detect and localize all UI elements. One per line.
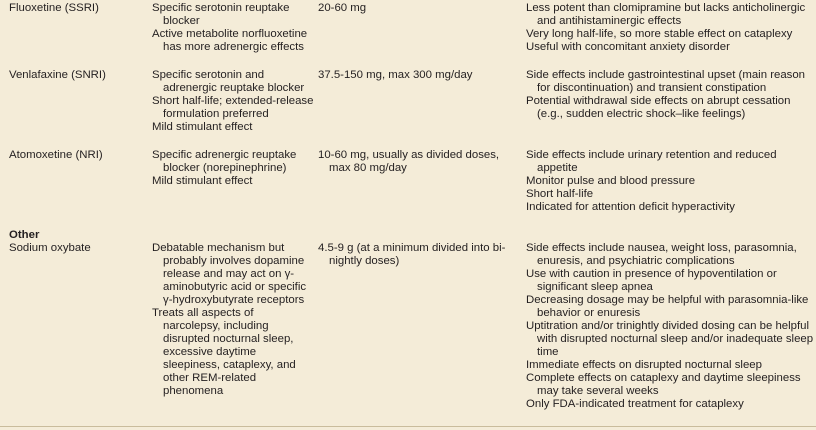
table-row-fluoxetine xyxy=(0,2,816,54)
note-line: Side effects include urinary retention and reduced appetite xyxy=(526,149,780,174)
mechanism-line: Active metabolite norfluoxetine has more adrenergic effects xyxy=(152,28,311,53)
note-line: Immediate effects on disrupted nocturnal sleep xyxy=(526,359,762,371)
mechanism-line: Short half-life; extended-release formulation preferred xyxy=(152,95,317,120)
dosage-cell xyxy=(314,2,518,54)
row-spacer xyxy=(0,54,816,69)
drug-name: Fluoxetine (SSRI) xyxy=(9,2,99,14)
mechanism-cell xyxy=(142,2,314,54)
row-spacer xyxy=(0,214,816,229)
note-line: Decreasing dosage may be helpful with parasomnia-like behavior or enuresis xyxy=(526,294,812,319)
drug-name-cell xyxy=(0,149,142,214)
table-row-sodium-oxybate xyxy=(0,242,816,411)
dosage-line: 20-60 mg xyxy=(318,2,367,14)
note-line: Less potent than clomipramine but lacks anticholinergic and antihistaminergic effects xyxy=(526,2,809,27)
note-line: Complete effects on cataplexy and daytime sleepiness may take several weeks xyxy=(526,372,804,397)
note-line: Indicated for attention deficit hyperactivity xyxy=(526,201,735,213)
table-row-venlafaxine xyxy=(0,69,816,134)
mechanism-line: Specific serotonin reuptake blocker xyxy=(152,2,293,27)
note-line: Uptitration and/or trinightly divided dosing can be helpful with disrupted nocturnal sleep and/or inadequate sleep time xyxy=(526,320,816,358)
notes-cell xyxy=(518,2,816,54)
mechanism-line: Mild stimulant effect xyxy=(152,175,253,187)
table-row-atomoxetine xyxy=(0,149,816,214)
note-line: Only FDA-indicated treatment for cataplexy xyxy=(526,398,744,410)
note-line: Potential withdrawal side effects on abrupt cessation (e.g., sudden electric shock–like feelings) xyxy=(526,95,794,120)
note-line: Useful with concomitant anxiety disorder xyxy=(526,41,730,53)
section-heading: Other xyxy=(9,229,40,241)
note-line: Side effects include gastrointestinal upset (main reason for discontinuation) and transient constipation xyxy=(526,69,809,94)
note-line: Short half-life xyxy=(526,188,594,200)
mechanism-line: Mild stimulant effect xyxy=(152,121,253,133)
dosage-cell xyxy=(314,149,518,214)
note-line: Use with caution in presence of hypoventilation or significant sleep apnea xyxy=(526,268,780,293)
dosage-line: 10-60 mg, usually as divided doses, max 80 mg/day xyxy=(318,149,503,174)
drug-name: Sodium oxybate xyxy=(9,242,91,254)
drug-name-cell xyxy=(0,242,142,411)
mechanism-cell xyxy=(142,242,314,411)
mechanism-line: Specific adrenergic reuptake blocker (norepinephrine) xyxy=(152,149,300,174)
dosage-line: 37.5-150 mg, max 300 mg/day xyxy=(318,69,473,81)
drug-name: Venlafaxine (SNRI) xyxy=(9,69,106,81)
dosage-line: 4.5-9 g (at a minimum divided into bi-nightly doses) xyxy=(318,242,506,267)
notes-cell xyxy=(518,242,816,411)
dosage-cell xyxy=(314,242,518,411)
mechanism-line: Debatable mechanism but probably involves dopamine release and may act on γ-aminobutyric acid or specific γ-hydroxybutyrate receptors xyxy=(152,242,310,306)
drug-name-cell xyxy=(0,2,142,54)
note-line: Side effects include nausea, weight loss, parasomnia, enuresis, and psychiatric complications xyxy=(526,242,800,267)
note-line: Monitor pulse and blood pressure xyxy=(526,175,696,187)
drug-name: Atomoxetine (NRI) xyxy=(9,149,103,161)
mechanism-cell xyxy=(142,69,317,134)
row-spacer xyxy=(0,134,816,149)
mechanism-line: Specific serotonin and adrenergic reuptake blocker xyxy=(152,69,305,94)
mechanism-line: Treats all aspects of narcolepsy, including disrupted nocturnal sleep, excessive daytime sleepiness, cataplexy, and other REM-related phenomena xyxy=(152,307,299,397)
notes-cell xyxy=(518,149,816,214)
mechanism-cell xyxy=(142,149,314,214)
drug-table xyxy=(0,2,816,411)
bottom-rule xyxy=(0,426,816,427)
note-line: Very long half-life, so more stable effect on cataplexy xyxy=(526,28,793,40)
dosage-cell xyxy=(314,69,518,134)
drug-name-cell xyxy=(0,69,142,134)
notes-cell xyxy=(518,69,816,134)
section-heading-row xyxy=(0,229,816,242)
